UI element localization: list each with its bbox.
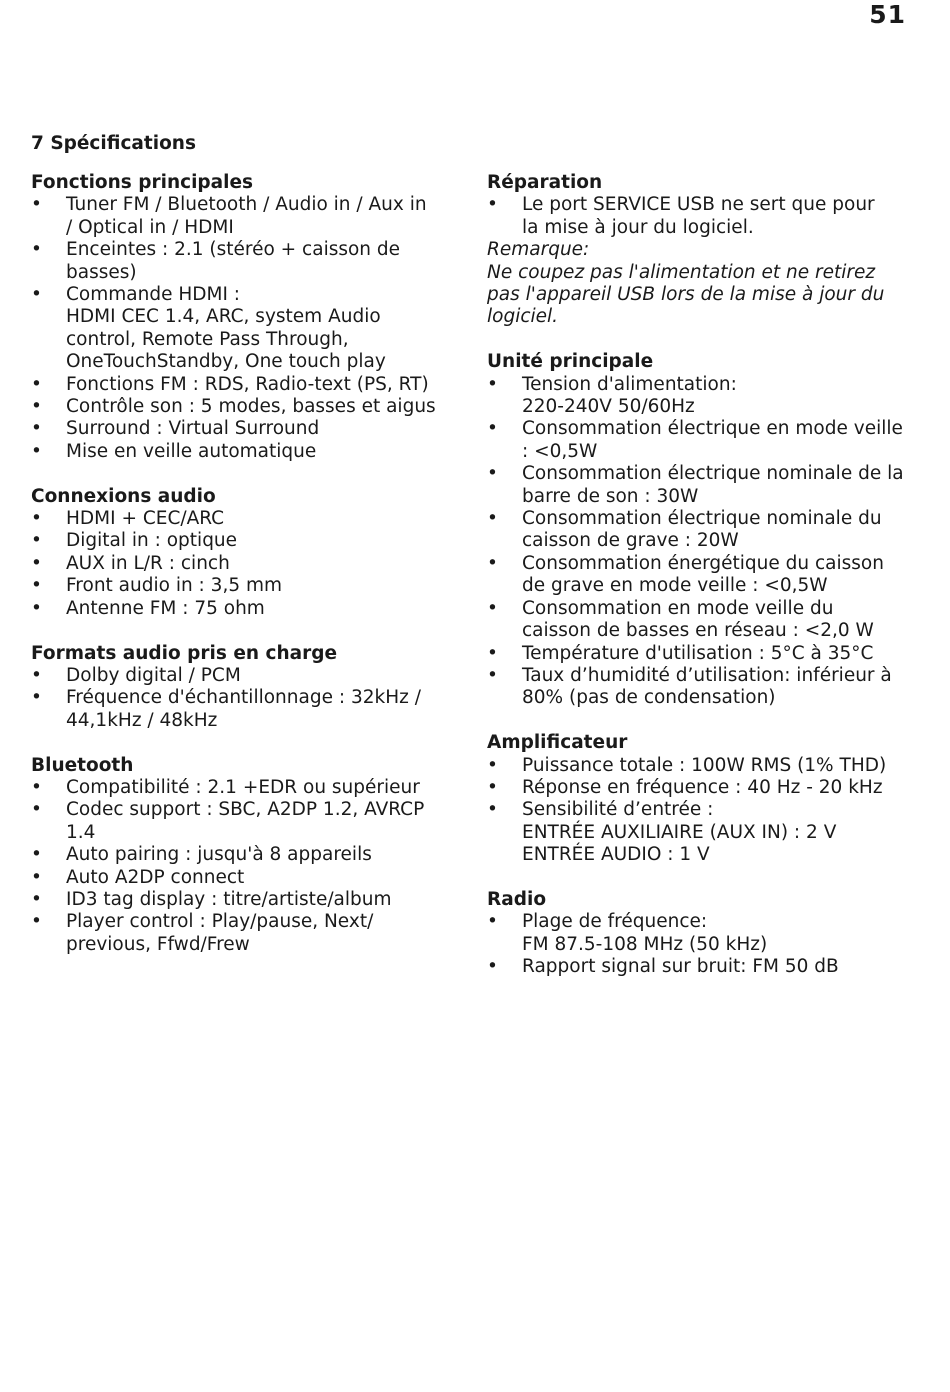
section-title: 7 Spécifications xyxy=(31,133,196,154)
spec-item-line: : <0,5W xyxy=(522,440,598,462)
spec-block xyxy=(487,172,917,329)
spec-item-line: • Tuner FM / Bluetooth / Audio in / Aux in xyxy=(66,194,427,216)
spec-item-line: • Fonctions FM : RDS, Radio-text (PS, RT) xyxy=(66,373,429,395)
spec-item-line: • Contrôle son : 5 modes, basses et aigus xyxy=(66,396,436,418)
spec-item xyxy=(31,239,451,284)
spec-item-line: • Dolby digital / PCM xyxy=(66,664,241,686)
spec-item-line: previous, Ffwd/Frew xyxy=(66,933,250,955)
spec-item-line: • ID3 tag display : titre/artiste/album xyxy=(66,888,392,910)
spec-item-line: • Température d'utilisation : 5°C à 35°C xyxy=(522,642,874,664)
spec-item xyxy=(487,598,917,643)
spec-item-line: caisson de grave : 20W xyxy=(522,530,739,552)
spec-item-line: • Consommation énergétique du caisson xyxy=(522,552,884,574)
block-heading: Connexions audio xyxy=(31,485,216,507)
spec-item-line: HDMI CEC 1.4, ARC, system Audio xyxy=(66,306,381,328)
spec-item xyxy=(487,643,917,665)
spec-item-line: • Consommation électrique nominale de la xyxy=(522,463,904,485)
spec-item xyxy=(31,799,451,844)
spec-item-line: • Rapport signal sur bruit: FM 50 dB xyxy=(522,956,839,978)
spec-item xyxy=(31,844,451,866)
spec-item xyxy=(487,463,917,508)
spec-item-line: 220-240V 50/60Hz xyxy=(522,396,695,418)
block-heading: Bluetooth xyxy=(31,754,134,776)
spec-block xyxy=(487,889,917,979)
spec-item-line: • Tension d'alimentation: xyxy=(522,373,737,395)
right-column xyxy=(487,172,917,1001)
spec-item-line: barre de son : 30W xyxy=(522,485,699,507)
spec-item xyxy=(31,867,451,889)
spec-item xyxy=(487,799,917,866)
spec-item-line: • Consommation électrique nominale du xyxy=(522,508,882,530)
spec-item-line: basses) xyxy=(66,261,137,283)
spec-item-line: • Consommation en mode veille du xyxy=(522,597,834,619)
spec-item-line: • Taux d’humidité d’utilisation: inférieur à xyxy=(522,664,892,686)
spec-item-line: • Puissance totale : 100W RMS (1% THD) xyxy=(522,754,887,776)
spec-item xyxy=(31,374,451,396)
spec-item xyxy=(487,665,917,710)
block-heading: Amplificateur xyxy=(487,732,628,754)
spec-item-line: de grave en mode veille : <0,5W xyxy=(522,575,828,597)
page-number: 51 xyxy=(869,0,906,29)
spec-item xyxy=(487,911,917,956)
spec-item xyxy=(31,911,451,956)
spec-item xyxy=(31,284,451,374)
remark-line: pas l'appareil USB lors de la mise à jour du xyxy=(487,284,885,306)
spec-list xyxy=(487,755,917,867)
spec-list xyxy=(487,194,917,239)
spec-item xyxy=(31,418,451,440)
spec-item-line: • Front audio in : 3,5 mm xyxy=(66,575,283,597)
spec-item-line: • Mise en veille automatique xyxy=(66,440,317,462)
spec-list xyxy=(487,374,917,710)
remark-line: Ne coupez pas l'alimentation et ne retirez xyxy=(487,261,876,283)
spec-item xyxy=(487,418,917,463)
spec-block xyxy=(31,755,451,957)
block-heading: Radio xyxy=(487,888,547,910)
spec-item-line: • Auto pairing : jusqu'à 8 appareils xyxy=(66,844,372,866)
spec-item xyxy=(487,374,917,419)
block-heading: Formats audio pris en charge xyxy=(31,642,338,664)
spec-block xyxy=(31,172,451,463)
spec-item xyxy=(487,755,917,777)
spec-item xyxy=(31,194,451,239)
spec-block xyxy=(31,643,451,733)
spec-item xyxy=(31,441,451,463)
spec-item-line: • AUX in L/R : cinch xyxy=(66,552,230,574)
spec-list xyxy=(31,777,451,956)
spec-item xyxy=(31,553,451,575)
spec-block xyxy=(487,732,917,866)
spec-item xyxy=(31,575,451,597)
spec-item-line: control, Remote Pass Through, xyxy=(66,328,349,350)
spec-item-line: • Codec support : SBC, A2DP 1.2, AVRCP xyxy=(66,799,425,821)
spec-item-line: • Le port SERVICE USB ne sert que pour xyxy=(522,194,875,216)
spec-item-line: FM 87.5-108 MHz (50 kHz) xyxy=(522,933,768,955)
spec-item xyxy=(31,687,451,732)
spec-item-line: 44,1kHz / 48kHz xyxy=(66,709,218,731)
spec-item-line: OneTouchStandby, One touch play xyxy=(66,351,386,373)
spec-list xyxy=(31,665,451,732)
spec-item-line: • Consommation électrique en mode veille xyxy=(522,418,903,440)
block-heading: Réparation xyxy=(487,172,603,193)
spec-block xyxy=(31,486,451,620)
left-column xyxy=(31,172,451,979)
spec-item-line: • Player control : Play/pause, Next/ xyxy=(66,911,374,933)
spec-item xyxy=(31,665,451,687)
block-heading: Unité principale xyxy=(487,351,654,373)
spec-item-line: • Enceintes : 2.1 (stéréo + caisson de xyxy=(66,239,401,261)
spec-item-line: ENTRÉE AUDIO : 1 V xyxy=(522,844,710,866)
spec-item xyxy=(31,889,451,911)
spec-list xyxy=(31,508,451,620)
spec-item xyxy=(31,396,451,418)
spec-item-line: • Auto A2DP connect xyxy=(66,866,245,888)
spec-item-line: • Commande HDMI : xyxy=(66,284,241,306)
spec-item-line: 1.4 xyxy=(66,821,96,843)
spec-item-line: • Sensibilité d’entrée : xyxy=(522,799,714,821)
spec-item-line: ENTRÉE AUXILIAIRE (AUX IN) : 2 V xyxy=(522,821,837,843)
spec-item xyxy=(487,777,917,799)
spec-item-line: 80% (pas de condensation) xyxy=(522,687,776,709)
spec-item-line: / Optical in / HDMI xyxy=(66,216,234,238)
spec-block xyxy=(487,351,917,710)
spec-list xyxy=(31,194,451,463)
spec-item xyxy=(31,508,451,530)
spec-item xyxy=(487,194,917,239)
spec-item xyxy=(31,530,451,552)
spec-item-line: caisson de basses en réseau : <2,0 W xyxy=(522,620,874,642)
block-heading: Fonctions principales xyxy=(31,172,254,193)
spec-item-line: • Fréquence d'échantillonnage : 32kHz / xyxy=(66,687,421,709)
spec-item-line: • HDMI + CEC/ARC xyxy=(66,508,225,530)
spec-item xyxy=(487,956,917,978)
spec-item xyxy=(487,553,917,598)
spec-item xyxy=(31,598,451,620)
spec-item-line: • Surround : Virtual Surround xyxy=(66,418,320,440)
spec-item-line: • Antenne FM : 75 ohm xyxy=(66,597,265,619)
spec-item-line: • Plage de fréquence: xyxy=(522,911,708,933)
spec-item-line: • Réponse en fréquence : 40 Hz - 20 kHz xyxy=(522,776,883,798)
remark-label: Remarque: xyxy=(487,239,590,261)
spec-item-line: • Digital in : optique xyxy=(66,530,238,552)
remark-line: logiciel. xyxy=(487,306,559,328)
spec-item-line: • Compatibilité : 2.1 +EDR ou supérieur xyxy=(66,776,420,798)
spec-item-line: la mise à jour du logiciel. xyxy=(522,216,754,238)
spec-item xyxy=(31,777,451,799)
spec-item xyxy=(487,508,917,553)
spec-list xyxy=(487,911,917,978)
